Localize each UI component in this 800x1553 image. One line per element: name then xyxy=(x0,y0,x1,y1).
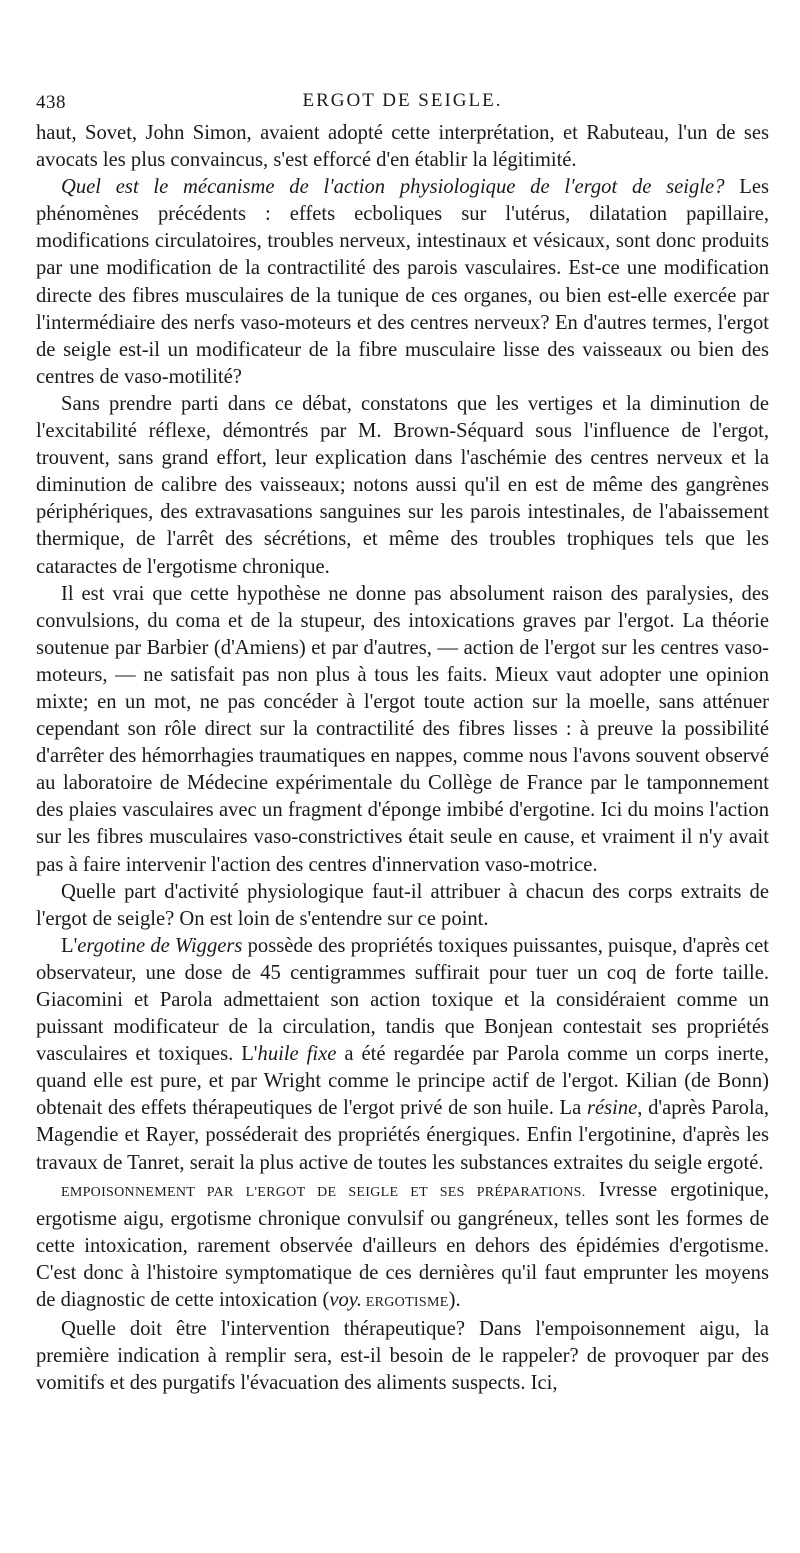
italic-term: voy. xyxy=(329,1289,362,1312)
paragraph-5 xyxy=(36,879,769,933)
paragraph-text: Ivresse ergotinique, ergotisme aigu, ergotisme chronique convulsif ou gangréneux, telles sont les formes de cette intoxication, rarement observée d'ailleurs en dehors des épidémies d'ergotisme. C'est donc à l'histoire symptomatique de ces dernières qu'il faut emprunter les moyens de diagnostic de cette intoxication ( xyxy=(36,1178,769,1312)
paragraph-6 xyxy=(36,933,769,1177)
italic-term: ergotine de Wiggers xyxy=(77,934,243,957)
italic-term: huile fixe xyxy=(257,1043,337,1066)
cross-reference: ERGOTISME xyxy=(361,1295,449,1311)
body-text xyxy=(36,120,769,1397)
running-head: ERGOT DE SEIGLE. xyxy=(302,90,503,111)
paragraph-text: Sans prendre parti dans ce débat, constatons que les vertiges et la diminution de l'excitabilité réflexe, démontrés par M. Brown-Séquard sous l'influence de l'ergot, trouvent, sans grand effort, leur explication dans l'aschémie des centres nerveux et la diminution de calibre des vaisseaux; notons aussi qu'il en est de même des gangrènes périphériques, des extravasations sanguines sur les parois intestinales, de l'abaissement thermique, de l'arrêt des sécrétions, et même des troubles trophiques tels que les cataractes de l'ergotisme chronique. xyxy=(36,392,769,578)
paragraph-text: Il est vrai que cette hypothèse ne donne pas absolument raison des paralysies, des convulsions, du coma et de la stupeur, des intoxications graves par l'ergot. La théorie soutenue par Barbier (d'Amiens) et par d'autres, — action de l'ergot sur les centres vaso-moteurs, — ne satisfait pas non plus à tous les faits. Mieux vaut adopter une opinion mixte; en un mot, ne pas concéder à l'ergot toute action sur la moelle, sans atténuer cependant son rôle direct sur la contractilité des fibres lisses : à preuve la possibilité d'arrêter des hémorrhagies traumatiques en nappes, comme nous l'avons souvent observé au laboratoire de Médecine expérimentale du Collège de France par le tamponnement des plaies vasculaires avec un fragment d'éponge imbibé d'ergotine. Ici du moins l'action sur les fibres musculaires vaso-constrictives était seule en cause, et vraiment il n'y avait pas à faire intervenir l'action des centres d'innervation vaso-motrice. xyxy=(36,582,769,876)
paragraph-1 xyxy=(36,120,769,174)
section-heading: EMPOISONNEMENT PAR L'ERGOT DE SEIGLE ET SES PRÉPARATIONS. xyxy=(61,1184,586,1200)
italic-question: Quel est le mécanisme de l'action physiologique de l'ergot de seigle? xyxy=(61,176,725,199)
paragraph-text: possède des propriétés toxiques puissantes, puisque, d'après cet observateur, une dose de 45 centigrammes suffirait pour tuer un coq de forte taille. Giacomini et Parola admettaient son action toxique et la considéraient comme un puissant modificateur de la circulation, tandis que Bonjean contestait ses propriétés vasculaires et toxiques. L' xyxy=(36,934,769,1066)
italic-term: résine xyxy=(586,1097,638,1120)
page xyxy=(36,88,769,1397)
paragraph-7 xyxy=(36,1177,769,1316)
paragraph-text: ). xyxy=(448,1289,461,1312)
paragraph-text: , d'après Parola, Magendie et Rayer, posséderait des propriétés énergiques. Enfin l'ergotinine, d'après les travaux de Tanret, serait la plus active de toutes les substances extraites du seigle ergoté. xyxy=(36,1097,769,1174)
paragraph-text: L' xyxy=(61,934,78,957)
paragraph-text: Les phénomènes précédents : effets ecboliques sur l'utérus, dilatation papillaire, modifications circulatoires, troubles nerveux, intestinaux et vésicaux, sont donc produits par une modification de la contractilité des parois vasculaires. Est-ce une modification directe des fibres musculaires de la tunique de ces organes, ou bien est-elle exercée par l'intermédiaire des nerfs vaso-moteurs et des centres nerveux? En d'autres termes, l'ergot de seigle est-il un modificateur de la fibre musculaire lisse des vaisseaux ou bien des centres de vaso-motilité? xyxy=(36,176,769,388)
paragraph-4 xyxy=(36,581,769,879)
paragraph-3 xyxy=(36,391,769,581)
page-number: 438 xyxy=(36,92,66,113)
paragraph-text: Quelle doit être l'intervention thérapeutique? Dans l'empoisonnement aigu, la première indication à remplir sera, est-il besoin de le rappeler? de provoquer par des vomitifs et des purgatifs l'évacuation des aliments suspects. Ici, xyxy=(36,1318,769,1395)
page-header xyxy=(36,88,769,120)
paragraph-2 xyxy=(36,174,769,391)
paragraph-8 xyxy=(36,1316,769,1397)
paragraph-text: a été regardée par Parola comme un corps inerte, quand elle est pure, et par Wright comme le principe actif de l'ergot. Kilian (de Bonn) obtenait des effets thérapeutiques de l'ergot privé de son huile. La xyxy=(36,1043,769,1120)
paragraph-text: haut, Sovet, John Simon, avaient adopté cette interprétation, et Rabuteau, l'un de ses avocats les plus convaincus, s'est efforcé d'en établir la légitimité. xyxy=(36,122,769,172)
paragraph-text: Quelle part d'activité physiologique faut-il attribuer à chacun des corps extraits de l'ergot de seigle? On est loin de s'entendre sur ce point. xyxy=(36,880,769,930)
